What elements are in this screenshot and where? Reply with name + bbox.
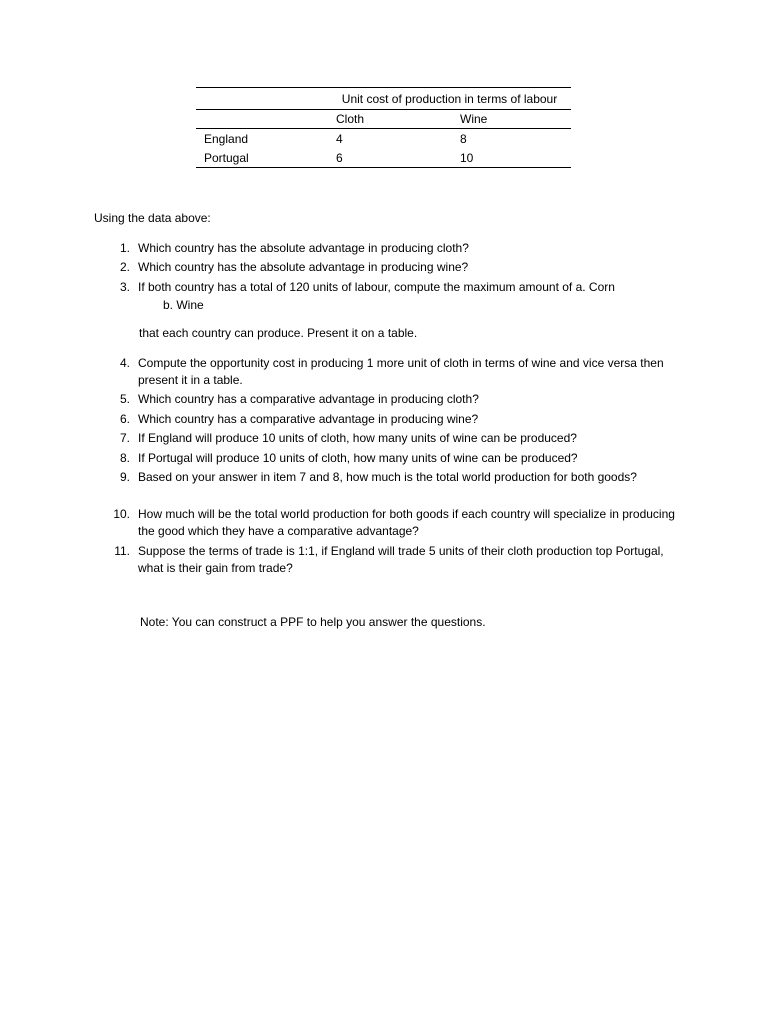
table-group-header: Unit cost of production in terms of labour [341,92,558,106]
question-text: How much will be the total world production for both goods if each country will specialize in producing the good which they have a comparative advantage? [138,507,675,538]
column-header-cloth: Cloth [336,112,365,126]
list-item [119,450,678,467]
question-text: Compute the opportunity cost in producing 1 more unit of cloth in terms of wine and vice versa then present it in a table. [138,356,664,387]
question-text: Based on your answer in item 7 and 8, how much is the total world production for both goods? [138,470,637,484]
item-number: 5. [119,392,130,406]
item-number: 1. [119,241,130,255]
question-text: If both country has a total of 120 units of labour, compute the maximum amount of a. Corn [138,280,615,294]
cell-england-wine: 8 [460,131,467,146]
row-label-england: England [204,131,249,146]
list-item [114,543,678,577]
question-text: Which country has a comparative advantage in producing cloth? [138,392,479,406]
item-number: 4. [119,356,130,370]
list-item [119,430,678,447]
list-item [119,391,678,408]
list-item [119,411,678,428]
item-number: 3. [119,280,130,294]
item-number: 11. [114,544,130,558]
question-continuation: that each country can produce. Present it on a table. [139,326,418,340]
cell-portugal-wine: 10 [460,150,474,165]
list-item [119,279,678,296]
item-number: 2. [119,260,130,274]
question-text: Suppose the terms of trade is 1:1, if England will trade 5 units of their cloth production top Portugal, what is their gain from trade? [138,544,664,575]
intro-text: Using the data above: [94,211,211,225]
question-text: If England will produce 10 units of cloth, how many units of wine can be produced? [138,431,577,445]
cell-portugal-cloth: 6 [336,150,343,165]
question-text: Which country has the absolute advantage in producing wine? [138,260,469,274]
question-text: Which country has the absolute advantage in producing cloth? [138,241,469,255]
item-number: 7. [119,431,130,445]
question-text: Which country has a comparative advantage in producing wine? [138,412,479,426]
question-text: If Portugal will produce 10 units of cloth, how many units of wine can be produced? [138,451,578,465]
table-row [196,129,571,149]
note-text: Note: You can construct a PPF to help you answer the questions. [140,615,486,629]
list-item [119,469,678,486]
list-item [113,506,678,540]
table-corner [196,88,328,110]
list-item [119,240,678,257]
labour-cost-table [196,87,571,168]
row-label-portugal: Portugal [204,150,249,165]
list-item [119,355,678,389]
item-number: 9. [119,470,130,484]
sub-item-b: b. Wine [163,298,204,312]
item-number: 6. [119,412,130,426]
item-number: 10. [113,507,130,521]
cell-england-cloth: 4 [336,131,343,146]
column-header-wine: Wine [460,112,488,126]
list-item [119,259,678,276]
item-number: 8. [119,451,130,465]
table-row [196,148,571,168]
